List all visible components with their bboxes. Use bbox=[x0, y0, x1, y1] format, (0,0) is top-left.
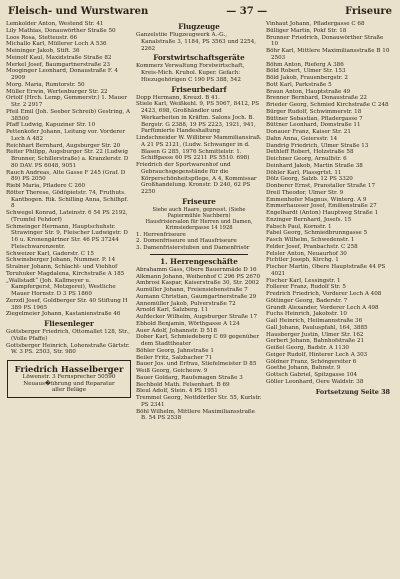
directory-entry: Gerbert Johann, Bahnhofstraße 21 bbox=[266, 338, 365, 345]
page-header bbox=[6, 6, 394, 20]
columns bbox=[6, 21, 394, 422]
directory-entry: Stralner Johann, Schlacht- und Viehhof bbox=[6, 264, 118, 270]
directory-entry: Follerer Franz, Rudolf Str. 5 bbox=[266, 284, 346, 291]
directory-entry: Michallo Karl, Müllerer Loch A 536 bbox=[6, 41, 107, 48]
directory-entry: Böhm Anton, Rieferg A 386 bbox=[266, 61, 344, 68]
directory-entry: Büttner Sebastian, Pfladergasse 7 bbox=[266, 115, 363, 122]
directory-entry: Brunner Friedrich, Donauwörther Straße 10 bbox=[266, 34, 384, 48]
directory-entry: Emmerhausser Josef, Emilienstraße 27 bbox=[266, 203, 377, 210]
directory-entry: Mooginger Leonhard, Donaustraße F. 4 2909 bbox=[6, 68, 118, 81]
directory-entry: Göttinger Georg, Baderstr. 7 bbox=[266, 297, 348, 304]
directory-entry: Döhler Karl, Plassgrtst. 11 bbox=[266, 169, 342, 176]
directory-entry: 2. Domenfriseure und Hausfriseure bbox=[136, 238, 237, 245]
directory-entry: Bülliger Martin, Pokf Str. 18 bbox=[266, 27, 347, 34]
directory-entry: Böhr Karl, Mittlere Maximiliansstraße B 10 2503 bbox=[266, 48, 390, 61]
directory-entry: Emmenhofer Magnus, Winterg. A 9 bbox=[266, 196, 367, 203]
directory-entry: Böld Robert, Ulmer Str. 153 bbox=[266, 68, 346, 75]
directory-entry: Schwegel Konrad, Lateinstr. 6 54 PS 2192, (Trumfel Fehdorf) bbox=[6, 210, 128, 223]
directory-entry: Alkmann Johann, Weihenhof C 296 PS 2670 bbox=[136, 273, 260, 280]
section-heading: Fliesenleger bbox=[44, 319, 94, 328]
directory-entry: Dölz Georg, Salzb. 12 PS 3320 bbox=[266, 176, 353, 183]
directory-entry: Gottsberger Friedrich, Ottomallet 128, Str., (Volle Pfaffe) bbox=[6, 329, 131, 342]
section-heading: 1. Herrengeschäfte bbox=[160, 256, 238, 266]
directory-entry: Bechbold Math. Felsenhart. B 69 bbox=[136, 381, 230, 388]
directory-entry: Dopp Hermann, Kreuzl. B 41. bbox=[136, 94, 220, 101]
directory-entry: 3. Damenfrisierstuben und Damenfrisör bbox=[136, 245, 250, 252]
directory-entry: Abrahamm Gass, Obere Bauernmäde D 16 bbox=[136, 266, 257, 273]
directory-entry: Göldner Franz, Schöngereiter 6 bbox=[266, 358, 357, 365]
column-3 bbox=[266, 21, 392, 422]
directory-entry: Bauer Jos. und Erfrau, Stiefelmeister D 85 bbox=[136, 361, 257, 368]
directory-entry: Aufdecker Wilhelm, Augsburger Straße 17 bbox=[136, 314, 258, 321]
directory-entry: Fischer Karl, Lessingstr. 1 bbox=[266, 277, 341, 284]
directory-entry: Reichhart Bernhard, Augsburger Str. 20 bbox=[6, 142, 121, 149]
directory-entry: Lindschneider W. Willibrer Mammiliansiraß. A 21 PS 2121, (Ludw. Schwanger in d. Blasen G 285, 1976 Schmittelstr. 1. Schiffgasse 60 PS 2211 PS 5510. 698) bbox=[136, 135, 262, 162]
directory-entry: Ganzelstiie Flugzeugwerk A.-G., Kanalstraße 3, 1184, PS 3563 und 2254, 2262 bbox=[136, 32, 257, 52]
header-left: Fleisch- und Wurstwaren bbox=[8, 6, 149, 17]
directory-entry: Fischer Martin, Obere Hauptstraße 44 PS 4021 bbox=[266, 264, 386, 277]
directory-entry: Arnold Karl, Salzberg. 11 bbox=[136, 307, 209, 314]
directory-entry: Göller Leonhard, Oere Waldstr. 38 bbox=[266, 378, 364, 385]
directory-entry: Engelhardt (Anton) Hauptweg Straße 1 bbox=[266, 210, 379, 216]
directory-entry: Stiele Karl, Weißkehl. 9, PS 5067, 8412, PS 2423, 698, Großhändler und Werkarbeiten in Kräftm. Salons Joch. B. Bergstr. G 2388, 19 PS 2223, 1921, 941, Parfümierte Handeshaltung bbox=[136, 101, 260, 135]
column-1 bbox=[6, 21, 132, 422]
directory-entry: Dethleff Robert, Holzstraße 58 bbox=[266, 149, 354, 156]
directory-entry: Braun Anton, Hauptstraße 49 bbox=[266, 88, 351, 95]
directory-entry: Kommerz Verwaltung Forstwirtschaft, Kreis-Mich. Kruhol. Kuper. Gefach: Hiezugehörigen C 190 PS 388, 542 bbox=[136, 63, 245, 83]
advertisement-line: Löwenstr. 3 Fernsprecher 50590 bbox=[22, 374, 116, 380]
directory-entry: Aumüller Johann, Freiensiebenstraße 7 bbox=[136, 287, 248, 294]
directory-entry: Böld Jakob, Frauenbergstr. 2 bbox=[266, 75, 348, 81]
directory-entry: Böhler Georg, Jahnstraße 1 bbox=[136, 347, 214, 354]
directory-entry: Bürger Rudolf, Schwimmerstr. 18 bbox=[266, 108, 362, 115]
directory-entry: Bauer Goldarg, Raufsmagen Straße 3 bbox=[136, 374, 243, 381]
directory-entry: Riebl Maria, Pfladere C 260 bbox=[6, 183, 86, 189]
directory-entry: Brenner Bernhard, Donaustraße 22 bbox=[266, 95, 367, 102]
directory-entry: Pfeil Emil (Joh. Seeber Schreib) Gestring, A 38500 bbox=[6, 108, 131, 122]
directory-entry: Annemüller Jakob, Pulverstraße 72 bbox=[136, 300, 236, 307]
directory-entry: Vinhaut Johann, Pfladergasse C 68 bbox=[266, 21, 365, 27]
directory-entry: Fabsch Paul, Kornstr. 1 bbox=[266, 223, 332, 230]
directory-entry: Ziegelmeier Johann, Kastanienstraße 46 bbox=[6, 311, 121, 318]
directory-entry: Enzinger Bernhard, Josefs. 15 bbox=[266, 216, 352, 223]
directory-entry: Morg. Maria, Rumtorstr. 50 bbox=[6, 81, 85, 88]
directory-entry: Geißel Georg, Badstr. A 1130 bbox=[266, 345, 349, 351]
directory-entry: Tremmel Georg, Nottdörfler Str. 55, Kurlstr. PS 2341 bbox=[136, 395, 262, 408]
directory-entry: Rötter Therese, Gödöpietstr. 74, Fruthuts. Kantbogen. Rik. Schilling Anna, Schilhpf. 8 bbox=[6, 189, 129, 210]
directory-entry: Ortolf (Hrch. Lemp, Gemmerstr.) 1. Mauer Str. 2 2917 bbox=[6, 95, 128, 108]
directory-entry: Aumann Christian, Gaumgartnerstraße 29 bbox=[136, 293, 257, 300]
continuation-note: Fortsetzung Seite 38 bbox=[315, 387, 390, 396]
directory-entry: Dandrig Friedrich, Ulmer Straße 13 bbox=[266, 142, 369, 149]
directory-entry: Lemkolder Anton, Westend Str. 41 bbox=[6, 21, 104, 27]
page-number: — 37 — bbox=[226, 6, 268, 17]
directory-entry: Dahn Anna, Geiersstr. 14 bbox=[266, 135, 338, 142]
directory-entry: Dober Karl, Schmiedeberg C 69 gegenüber dem Stadttheater bbox=[136, 334, 260, 348]
directory-entry: Schwinsberger Johann, Nummer. P. 14 bbox=[6, 257, 116, 264]
directory-entry: „Wallstadt“ (Joh. Kallmeyer u. Kampfergerst, Metzgerei), Westliche Mauer Hornstr. D 3 PS 1860 bbox=[6, 277, 116, 297]
directory-entry: Böhl Wilhelm, Mittlere Maximiliansstraße B. 54 PS 2538 bbox=[136, 408, 255, 422]
directory-entry: Meininger Jakob, Stift. 36 bbox=[6, 48, 80, 54]
directory-entry: Zerzdl Josef, Goldberger Str. 40 Stiftung H 389 PS 1965 bbox=[6, 297, 128, 311]
directory-entry: Donberer Ernst, Pranstaller Straße 17 bbox=[266, 183, 376, 189]
directory-entry: Bleul Adolf, Stein. 4 PS 1951 bbox=[136, 388, 218, 395]
directory-entry: Fuchs Heinrich, Jakobstr. 10 bbox=[266, 311, 347, 318]
directory-entry: 1. Herrenfriseure bbox=[136, 231, 186, 238]
section-note: Siehe auch Haare, gepresst. (Siehe Papiermühle Nachbern) bbox=[152, 206, 246, 219]
directory-entry: Fabel Georg, Schmiedbrunngasse 5 bbox=[266, 230, 368, 237]
directory-entry: Teruhuker Magdalena, Kirchstraße A 185 bbox=[6, 270, 125, 277]
directory-entry: Friedrich der Sportwarenhof und Gebrauchsgegenstände für die Körperschönheitspflege, A 4, Kommissar Großhandelung. Kronstr. D 240, 62 PS 2250 bbox=[136, 162, 257, 195]
directory-entry: Hausberger Justin, Ulmer Str. 162 bbox=[266, 331, 364, 338]
directory-entry: Meinolf Kaul, Maxidstraße Straße 82 bbox=[6, 54, 112, 61]
section-heading: Forstwirtschaftsgeräte bbox=[153, 53, 245, 63]
directory-entry: Büttner Leonhard, Domstraße 11 bbox=[266, 122, 361, 129]
directory-entry: Felder Josef, Pranbachstr. C 258 bbox=[266, 243, 358, 250]
advertiser-name: Friedrich Hasselberger bbox=[14, 364, 124, 374]
directory-entry: Schweizer Karl, Gaderstr. C 15 bbox=[6, 250, 94, 257]
section-heading: Friseurbedarf bbox=[171, 84, 227, 94]
directory-entry: Geiger Rudolf, Hinterer Lech A 303 bbox=[266, 351, 368, 358]
directory-entry: Merkel Josef, Baumgartnerstraße 23 bbox=[6, 61, 111, 68]
directory-entry: Grundt Alexander, Vorderer Lech A 498 bbox=[266, 304, 379, 311]
directory-entry: Brieder Georg, Schmied Kirchstraße C 248 bbox=[266, 102, 389, 108]
directory-entry: Fredrich Friedrich, Vorderer Lech A 408 bbox=[266, 291, 382, 297]
directory-entry: Gall Johann, Pauluspfahl, 164, 3885 bbox=[266, 324, 368, 331]
directory-entry: Weiß Georg, Geicheuw. 9 bbox=[136, 368, 208, 375]
directory-entry: Ambrosi Kaspar, Kaiserstraße 30, Str. 2002 bbox=[136, 280, 260, 287]
directory-entry: Gottsch Gabriel, Spitzgasse 104 bbox=[266, 372, 358, 378]
directory-entry: Deinhard Jakob, Martin Straße 38 bbox=[266, 162, 363, 169]
section-heading: Flugzeuge bbox=[178, 22, 220, 31]
section-heading: Friseure bbox=[182, 196, 216, 206]
directory-entry: Gail Heinrich, Heilmannstraße 36 bbox=[266, 318, 363, 324]
section-note: Hausfrisiersalon für Herren und Damen, Krimsiedergasse 14 1928 bbox=[145, 219, 253, 232]
directory-entry: Pettenkofer Johann, Leitung vor. Vorderer Lech A 482 bbox=[6, 129, 126, 142]
directory-entry: Donauer Franz, Kaiser Str. 21 bbox=[266, 129, 351, 135]
directory-entry: Deichner Georg, Arnulfstr. 6 bbox=[266, 156, 347, 162]
directory-entry: Fichtler Joseph, Kirchg. 1 bbox=[266, 257, 339, 264]
column-2 bbox=[136, 21, 262, 422]
advertisement-box bbox=[7, 360, 131, 398]
directory-entry: Schmeinger Hermann, Hauptschuhstr. Strawinger Str. 9, Fleischer Ludwigstr. D 16 u. Kronengärtner Str. 46 PS 37244 Fleischwarenzentr. bbox=[6, 223, 128, 250]
directory-entry: Auer Adolf, Johannstr. D 518 bbox=[136, 327, 218, 334]
directory-entry: Felsler Anton, Neuaurhof 30 bbox=[266, 250, 347, 257]
directory-entry: Dreil Theodor, Ulmer Str. 9 bbox=[266, 189, 344, 196]
header-right: Friseure bbox=[345, 6, 392, 17]
advertisement-line: Neuaus�ührung und Reparatur bbox=[23, 380, 115, 387]
directory-entry: Ebhold Benjamin, Wörthgasse A 124 bbox=[136, 320, 240, 327]
section-divider bbox=[150, 254, 248, 255]
directory-entry: Bott Karl, Parkstraße 5 bbox=[266, 81, 332, 88]
directory-entry: Rauch Andreas, Alte Gasse F 245 (Graf. D 89) PS 2050 bbox=[6, 169, 126, 183]
directory-entry: Fasch Wilhelm, Schwedenstr. 1 bbox=[266, 237, 355, 243]
directory-entry: Reiter Philipp, Augsburger Str. 22 (Ludwig Brunner, Schillerstraße) a. Kranzlerstr. D 80 DAV. PS 6048, 9051 bbox=[6, 149, 129, 169]
directory-entry: Pfaff Ludwig, Kapuziner Str. 10 bbox=[6, 122, 96, 129]
directory-entry: Goethe Johann, Bahnstr. 9 bbox=[266, 365, 341, 372]
directory-entry: Gottsberger Heinrich, Lohenstraße Gärtstr. W. 3 PS. 2503, Str. 980 bbox=[6, 342, 130, 356]
directory-entry: Müller Erwin, Wertenburger Str. 22 bbox=[6, 88, 108, 95]
advertisement-line: aller Beläge bbox=[51, 387, 87, 394]
directory-entry: Beiler Fritz, Salzbacher 71 bbox=[136, 354, 213, 361]
directory-entry: Loos Rosa, Stetteustr. 66 bbox=[6, 34, 78, 41]
directory-entry: Lily Mathias, Donauwörther Straße 50 bbox=[6, 27, 116, 34]
